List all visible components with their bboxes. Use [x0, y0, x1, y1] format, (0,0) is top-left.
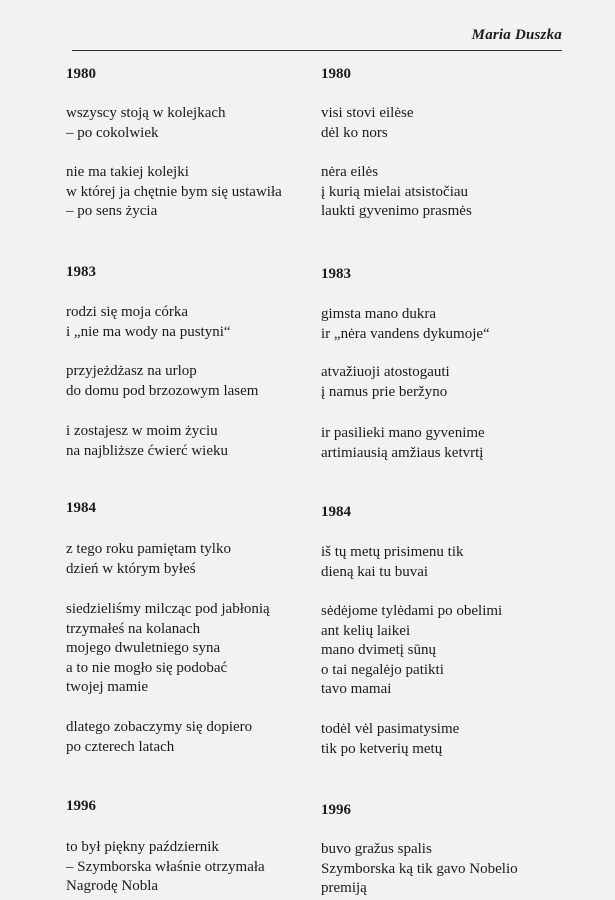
verse-line: do domu pod brzozowym lasem — [66, 382, 259, 399]
polish-column — [66, 0, 316, 900]
verse-line: i „nie ma wody na pustyni“ — [66, 323, 231, 340]
verse-line: nie ma takiej kolejki — [66, 164, 189, 180]
stanza — [321, 543, 464, 582]
verse-line: sėdėjome tylėdami po obelimi — [321, 603, 503, 619]
verse-line: przyjeżdżasz na urlop — [66, 363, 197, 379]
verse-line: dzień w którym byłeś — [66, 560, 196, 577]
verse-line: laukti gyvenimo prasmės — [321, 203, 472, 219]
verse-line: gimsta mano dukra — [321, 306, 436, 322]
year-heading: 1983 — [66, 264, 96, 280]
verse-line: iš tų metų prisimenu tik — [321, 544, 464, 560]
stanza — [321, 720, 459, 759]
verse-line: Szymborska ką tik gavo Nobelio — [321, 860, 518, 877]
verse-line: na najbliższe ćwierć wieku — [66, 442, 229, 459]
verse-line: mojego dwuletniego syna — [66, 640, 221, 656]
verse-line: w której ja chętnie bym się ustawiła — [66, 183, 282, 200]
stanza — [66, 718, 252, 757]
stanza — [321, 424, 485, 463]
verse-line: visi stovi eilėse — [321, 105, 414, 121]
verse-line: a to nie mogło się podobać — [66, 659, 228, 676]
year-heading: 1980 — [321, 66, 351, 82]
verse-line: to był piękny październik — [66, 839, 219, 855]
verse-line: į kurią mielai atsistočiau — [321, 183, 469, 200]
verse-line: buvo gražus spalis — [321, 841, 432, 857]
verse-line: po czterech latach — [66, 738, 175, 755]
stanza — [66, 600, 270, 698]
stanza — [321, 602, 502, 700]
verse-line: mano dvimetį sūnų — [321, 642, 436, 658]
verse-line: siedzieliśmy milcząc pod jabłonią — [66, 601, 270, 617]
verse-line: į namus prie beržyno — [321, 383, 448, 400]
stanza — [321, 104, 414, 143]
verse-line: i zostajesz w moim życiu — [66, 423, 218, 439]
stanza — [321, 305, 490, 344]
verse-line: z tego roku pamiętam tylko — [66, 541, 231, 557]
stanza — [66, 104, 226, 143]
verse-line: – po sens życia — [66, 203, 158, 219]
verse-line: wszyscy stoją w kolejkach — [66, 105, 226, 121]
verse-line: dlatego zobaczymy się dopiero — [66, 719, 253, 735]
year-heading: 1984 — [66, 500, 96, 516]
verse-line: artimiausią amžiaus ketvrtį — [321, 444, 484, 461]
stanza — [321, 163, 472, 222]
verse-line: todėl vėl pasimatysime — [321, 721, 460, 737]
year-heading: 1984 — [321, 504, 351, 520]
stanza — [321, 840, 518, 899]
stanza — [66, 838, 265, 897]
year-heading: 1983 — [321, 266, 351, 282]
verse-line: premiją — [321, 880, 367, 896]
year-heading: 1996 — [321, 802, 351, 818]
verse-line: ir pasilieki mano gyvenime — [321, 425, 485, 441]
year-heading: 1980 — [66, 66, 96, 82]
verse-line: tik po ketverių metų — [321, 740, 443, 757]
verse-line: atvažiuoji atostogauti — [321, 364, 450, 380]
verse-line: nėra eilės — [321, 164, 379, 180]
year-heading: 1996 — [66, 798, 96, 814]
verse-line: o tai negalėjo patikti — [321, 661, 444, 678]
stanza — [66, 303, 231, 342]
stanza — [321, 363, 450, 402]
verse-line: trzymałeś na kolanach — [66, 620, 201, 637]
verse-line: Nagrodę Nobla — [66, 878, 159, 894]
stanza — [66, 422, 228, 461]
stanza — [66, 163, 282, 222]
stanza — [66, 540, 231, 579]
verse-line: dieną kai tu buvai — [321, 563, 429, 580]
verse-line: – Szymborska właśnie otrzymała — [66, 858, 265, 875]
verse-line: rodzi się moja córka — [66, 304, 189, 320]
verse-line: ir „nėra vandens dykumoje“ — [321, 325, 490, 342]
verse-line: ant kelių laikei — [321, 622, 411, 639]
verse-line: – po cokolwiek — [66, 124, 159, 141]
verse-line: tavo mamai — [321, 681, 392, 697]
lithuanian-column — [321, 0, 571, 900]
author-name: Maria Duszka — [471, 27, 562, 43]
verse-line: twojej mamie — [66, 679, 149, 695]
stanza — [66, 362, 258, 401]
verse-line: dėl ko nors — [321, 124, 388, 141]
